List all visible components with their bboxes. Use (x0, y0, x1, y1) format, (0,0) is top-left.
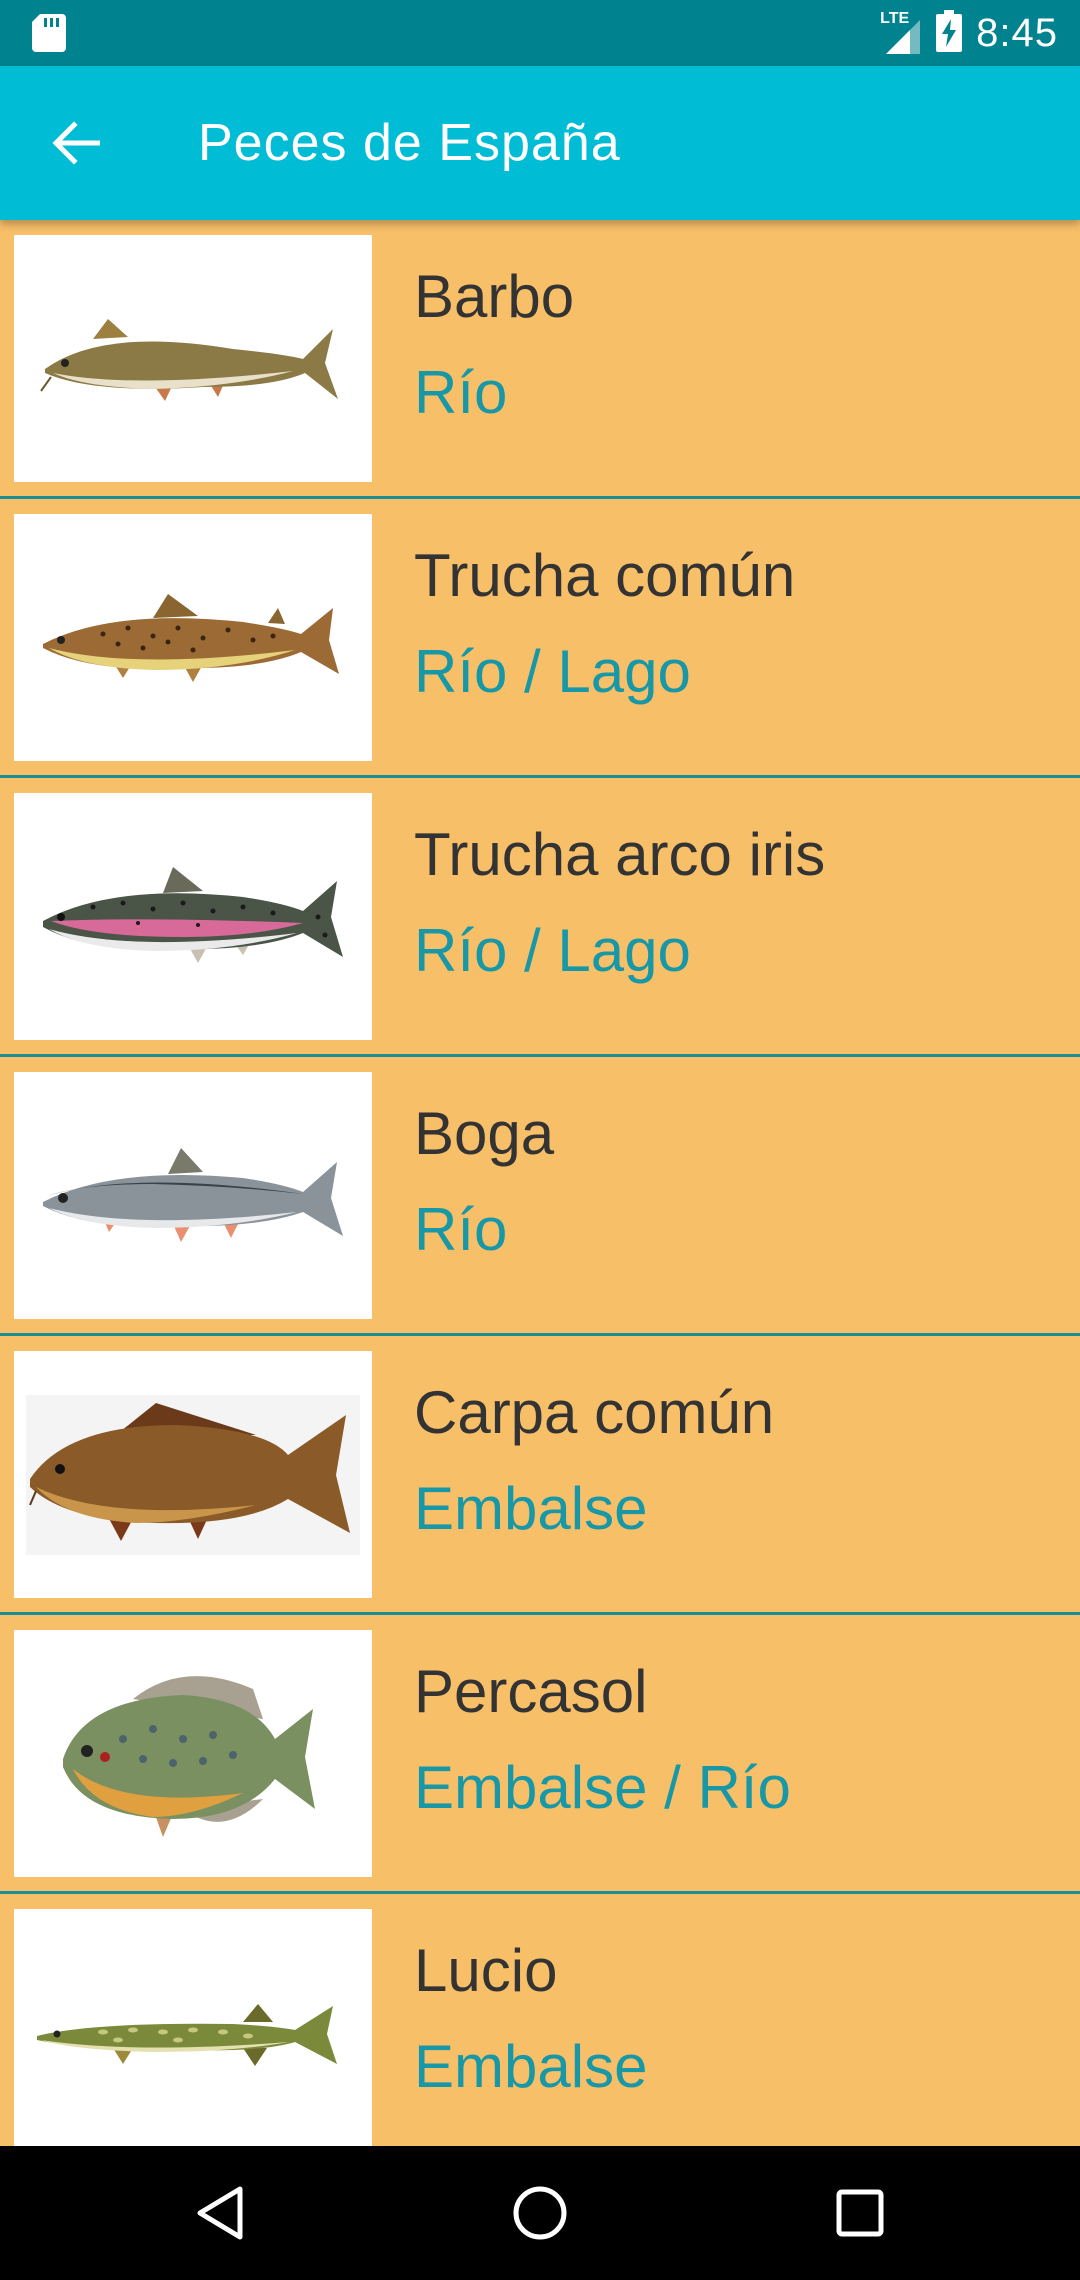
nav-back-button[interactable] (180, 2178, 260, 2248)
brown-trout-image (14, 514, 372, 761)
list-item[interactable] (0, 1336, 1080, 1615)
list-item[interactable] (0, 1057, 1080, 1336)
rainbow-trout-image (14, 793, 372, 1040)
arrow-back-icon (52, 121, 100, 165)
list-item[interactable] (0, 1894, 1080, 2146)
nav-back-icon (194, 2185, 246, 2241)
nav-recents-button[interactable] (820, 2178, 900, 2248)
page-title: Peces de España (198, 114, 621, 172)
pumpkinseed-fish-image (14, 1630, 372, 1877)
fish-habitat: Embalse (414, 2033, 648, 2100)
nase-fish-image (14, 1072, 372, 1319)
network-type-label: LTE (880, 10, 910, 27)
fish-name: Carpa común (414, 1379, 775, 1446)
fish-habitat: Embalse (414, 1475, 648, 1542)
list-item[interactable] (0, 1615, 1080, 1894)
battery-charging-icon (936, 10, 962, 57)
nav-recents-icon (834, 2187, 886, 2239)
navigation-bar (0, 2146, 1080, 2280)
fish-habitat: Embalse / Río (414, 1754, 791, 1821)
fish-name: Boga (414, 1100, 555, 1167)
fish-habitat: Río (414, 359, 508, 426)
fish-habitat: Río / Lago (414, 638, 691, 705)
sd-card-icon (32, 14, 66, 52)
fish-habitat: Río / Lago (414, 917, 691, 984)
barbel-fish-image (14, 235, 372, 482)
status-bar (0, 0, 1080, 66)
fish-habitat: Río (414, 1196, 508, 1263)
back-button[interactable] (34, 110, 118, 176)
common-carp-image (14, 1351, 372, 1598)
fish-name: Trucha arco iris (414, 821, 826, 888)
fish-name: Trucha común (414, 542, 796, 609)
signal-icon (878, 10, 922, 56)
list-item[interactable] (0, 220, 1080, 499)
nav-home-icon (510, 2183, 570, 2243)
fish-name: Lucio (414, 1937, 558, 2004)
list-item[interactable] (0, 778, 1080, 1057)
pike-fish-image (14, 1909, 372, 2146)
list-item[interactable] (0, 499, 1080, 778)
nav-home-button[interactable] (500, 2178, 580, 2248)
fish-name: Barbo (414, 263, 575, 330)
fish-name: Percasol (414, 1658, 648, 1725)
fish-list[interactable] (0, 220, 1080, 2146)
app-bar (0, 66, 1080, 220)
clock: 8:45 (976, 10, 1058, 55)
